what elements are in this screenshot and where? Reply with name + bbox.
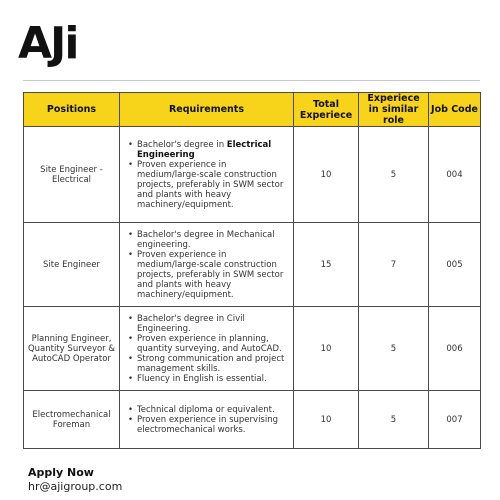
requirements-list <box>128 140 289 210</box>
requirements-list <box>128 405 289 435</box>
requirement-item <box>128 230 289 250</box>
requirement-item <box>128 354 289 374</box>
job-openings-table <box>23 92 481 449</box>
requirements-cell <box>120 307 294 391</box>
bullet-icon: • <box>128 159 134 170</box>
requirements-list <box>128 230 289 300</box>
table-row <box>24 127 481 223</box>
bullet-icon: • <box>128 139 134 150</box>
header-requirements: Requirements <box>120 93 294 127</box>
requirement-item <box>128 140 289 160</box>
bullet-icon: • <box>128 353 134 364</box>
position-cell: Electromechanical Foreman <box>24 391 120 449</box>
bullet-icon: • <box>128 404 134 415</box>
header-job-code: Job Code <box>429 93 481 127</box>
table-row <box>24 391 481 449</box>
bullet-icon: • <box>128 414 134 425</box>
requirement-item <box>128 374 289 384</box>
requirement-item <box>128 250 289 300</box>
job-code-cell: 006 <box>429 307 481 391</box>
bullet-icon: • <box>128 373 134 384</box>
position-cell: Site Engineer <box>24 223 120 307</box>
similar-role-cell: 5 <box>359 127 429 223</box>
requirement-text: Bachelor's degree in <box>137 139 227 150</box>
apply-now-label: Apply Now <box>28 466 94 479</box>
requirement-text: Proven experience in medium/large-scale construction projects, preferably in SWM sector and plants with heavy machinery/equipment. <box>137 249 284 300</box>
table-header-row <box>24 93 481 127</box>
bullet-icon: • <box>128 249 134 260</box>
requirement-text: Proven experience in planning, quantity surveying, and AutoCAD. <box>137 333 282 354</box>
table-row <box>24 223 481 307</box>
requirement-text: Proven experience in supervising electromechanical works. <box>137 414 278 435</box>
similar-role-cell: 5 <box>359 307 429 391</box>
bullet-icon: • <box>128 333 134 344</box>
total-experience-cell: 10 <box>294 127 359 223</box>
requirement-item <box>128 160 289 210</box>
header-divider <box>23 80 480 81</box>
similar-role-cell: 5 <box>359 391 429 449</box>
header-positions: Positions <box>24 93 120 127</box>
table-body <box>24 127 481 449</box>
total-experience-cell: 10 <box>294 391 359 449</box>
job-code-cell: 007 <box>429 391 481 449</box>
contact-email[interactable]: hr@ajigroup.com <box>28 480 123 493</box>
header-total-experience: Total Experiece <box>294 93 359 127</box>
header-similar-role: Experiece in similar role <box>359 93 429 127</box>
requirements-cell <box>120 223 294 307</box>
company-logo: AJi <box>18 18 78 69</box>
requirements-cell <box>120 391 294 449</box>
bullet-icon: • <box>128 229 134 240</box>
requirement-item <box>128 314 289 334</box>
job-code-cell: 004 <box>429 127 481 223</box>
requirement-item <box>128 334 289 354</box>
job-code-cell: 005 <box>429 223 481 307</box>
requirement-text: Proven experience in medium/large-scale construction projects, preferably in SWM sector and plants with heavy machinery/equipment. <box>137 159 284 210</box>
requirement-text: Bachelor's degree in Mechanical engineering. <box>137 229 275 250</box>
total-experience-cell: 15 <box>294 223 359 307</box>
position-cell: Planning Engineer, Quantity Surveyor & AutoCAD Operator <box>24 307 120 391</box>
requirement-text: Strong communication and project management skills. <box>137 353 285 374</box>
position-cell: Site Engineer -Electrical <box>24 127 120 223</box>
requirement-text: Bachelor's degree in Civil Engineering. <box>137 313 245 334</box>
requirements-list <box>128 314 289 384</box>
requirements-cell <box>120 127 294 223</box>
requirement-emphasis: Electrical Engineering <box>137 139 272 160</box>
requirement-text: Fluency in English is essential. <box>137 373 267 384</box>
similar-role-cell: 7 <box>359 223 429 307</box>
bullet-icon: • <box>128 313 134 324</box>
requirement-item <box>128 405 289 415</box>
requirement-text: Technical diploma or equivalent. <box>137 404 275 415</box>
requirement-item <box>128 415 289 435</box>
total-experience-cell: 10 <box>294 307 359 391</box>
table-row <box>24 307 481 391</box>
